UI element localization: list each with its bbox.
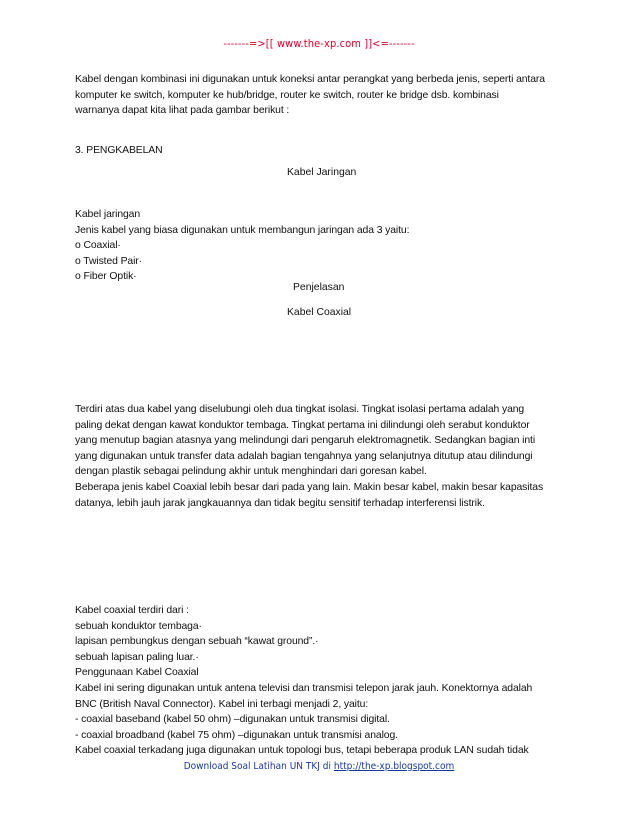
paragraph-line: Beberapa jenis kabel Coaxial lebih besar dari pada yang lain. Makin besar kabel, makin besar kapasitas <box>75 481 544 493</box>
paragraph-line: Terdiri atas dua kabel yang diselubungi oleh dua tingkat isolasi. Tingkat isolasi pertama adalah yang <box>75 404 525 415</box>
intro-paragraph <box>75 72 575 119</box>
section-subheading: Kabel Jaringan <box>287 167 357 178</box>
footer <box>0 761 638 772</box>
coaxial-parts <box>75 603 575 759</box>
intro-line: komputer ke switch, komputer ke hub/bridge, router ke switch, router ke bridge dsb. kombinasi <box>75 89 499 101</box>
paragraph-line: Kabel ini sering digunakan untuk antena televisi dan transmisi telepon jarak jauh. Konektornya adalah <box>75 682 533 694</box>
paragraph-line: - coaxial baseband (kabel 50 ohm) –digunakan untuk transmisi digital. <box>75 714 390 726</box>
list-item: o Fiber Optik· <box>75 271 137 283</box>
penjelasan-title: Penjelasan <box>293 282 345 293</box>
list-intro: Jenis kabel yang biasa digunakan untuk membangun jaringan ada 3 yaitu: <box>75 224 410 236</box>
paragraph-line: Kabel coaxial terdiri dari : <box>75 605 189 616</box>
section-heading: 3. PENGKABELAN <box>75 145 163 156</box>
list-item: sebuah lapisan paling luar.· <box>75 651 199 663</box>
list-item: lapisan pembungkus dengan sebuah “kawat ground”.· <box>75 636 319 648</box>
paragraph-line: datanya, lebih jauh jarak jangkauannya dan tidak begitu sensitif terhadap interferensi listrik. <box>75 497 485 509</box>
paragraph-line: BNC (British Naval Connector). Kabel ini terbagi menjadi 2, yaitu: <box>75 698 369 710</box>
footer-link[interactable]: http://the-xp.blogspot.com <box>333 761 455 772</box>
kabel-jaringan-list <box>75 207 575 285</box>
footer-prefix: Download Soal Latihan UN TKJ di <box>183 761 334 772</box>
list-item: sebuah konduktor tembaga· <box>75 620 202 632</box>
list-item: o Coaxial· <box>75 240 121 252</box>
paragraph-line: - coaxial broadband (kabel 75 ohm) –digunakan untuk transmisi analog. <box>75 729 398 741</box>
paragraph-line: yang digunakan untuk transfer data adalah bagian tengahnya yang selanjutnya ditutup atau dilindungi <box>75 450 533 462</box>
paragraph-line: Kabel coaxial terkadang juga digunakan untuk topologi bus, tetapi beberapa produk LAN sudah tidak <box>75 745 529 757</box>
list-title: Kabel jaringan <box>75 209 141 220</box>
coaxial-description <box>75 402 575 511</box>
intro-line: Kabel dengan kombinasi ini digunakan untuk koneksi antar perangkat yang berbeda jenis, seperti antara <box>75 74 545 85</box>
paragraph-line: paling dekat dengan kawat konduktor tembaga. Tingkat pertama ini dilindungi oleh serabut konduktor <box>75 419 530 431</box>
paragraph-line: yang menutup bagian atasnya yang melindungi dari pengaruh elektromagnetik. Sedangkan bagian inti <box>75 435 536 447</box>
penjelasan-subtitle: Kabel Coaxial <box>287 307 352 318</box>
intro-line: warnanya dapat kita lihat pada gambar berikut : <box>75 105 290 117</box>
paragraph-line: dengan plastik sebagai pelindung akhir untuk menghindari dari goresan kabel. <box>75 466 427 478</box>
subheading: Penggunaan Kabel Coaxial <box>75 667 199 679</box>
list-item: o Twisted Pair· <box>75 255 143 267</box>
header-link[interactable]: -------=>[[ www.the-xp.com ]]<=------- <box>223 37 415 50</box>
